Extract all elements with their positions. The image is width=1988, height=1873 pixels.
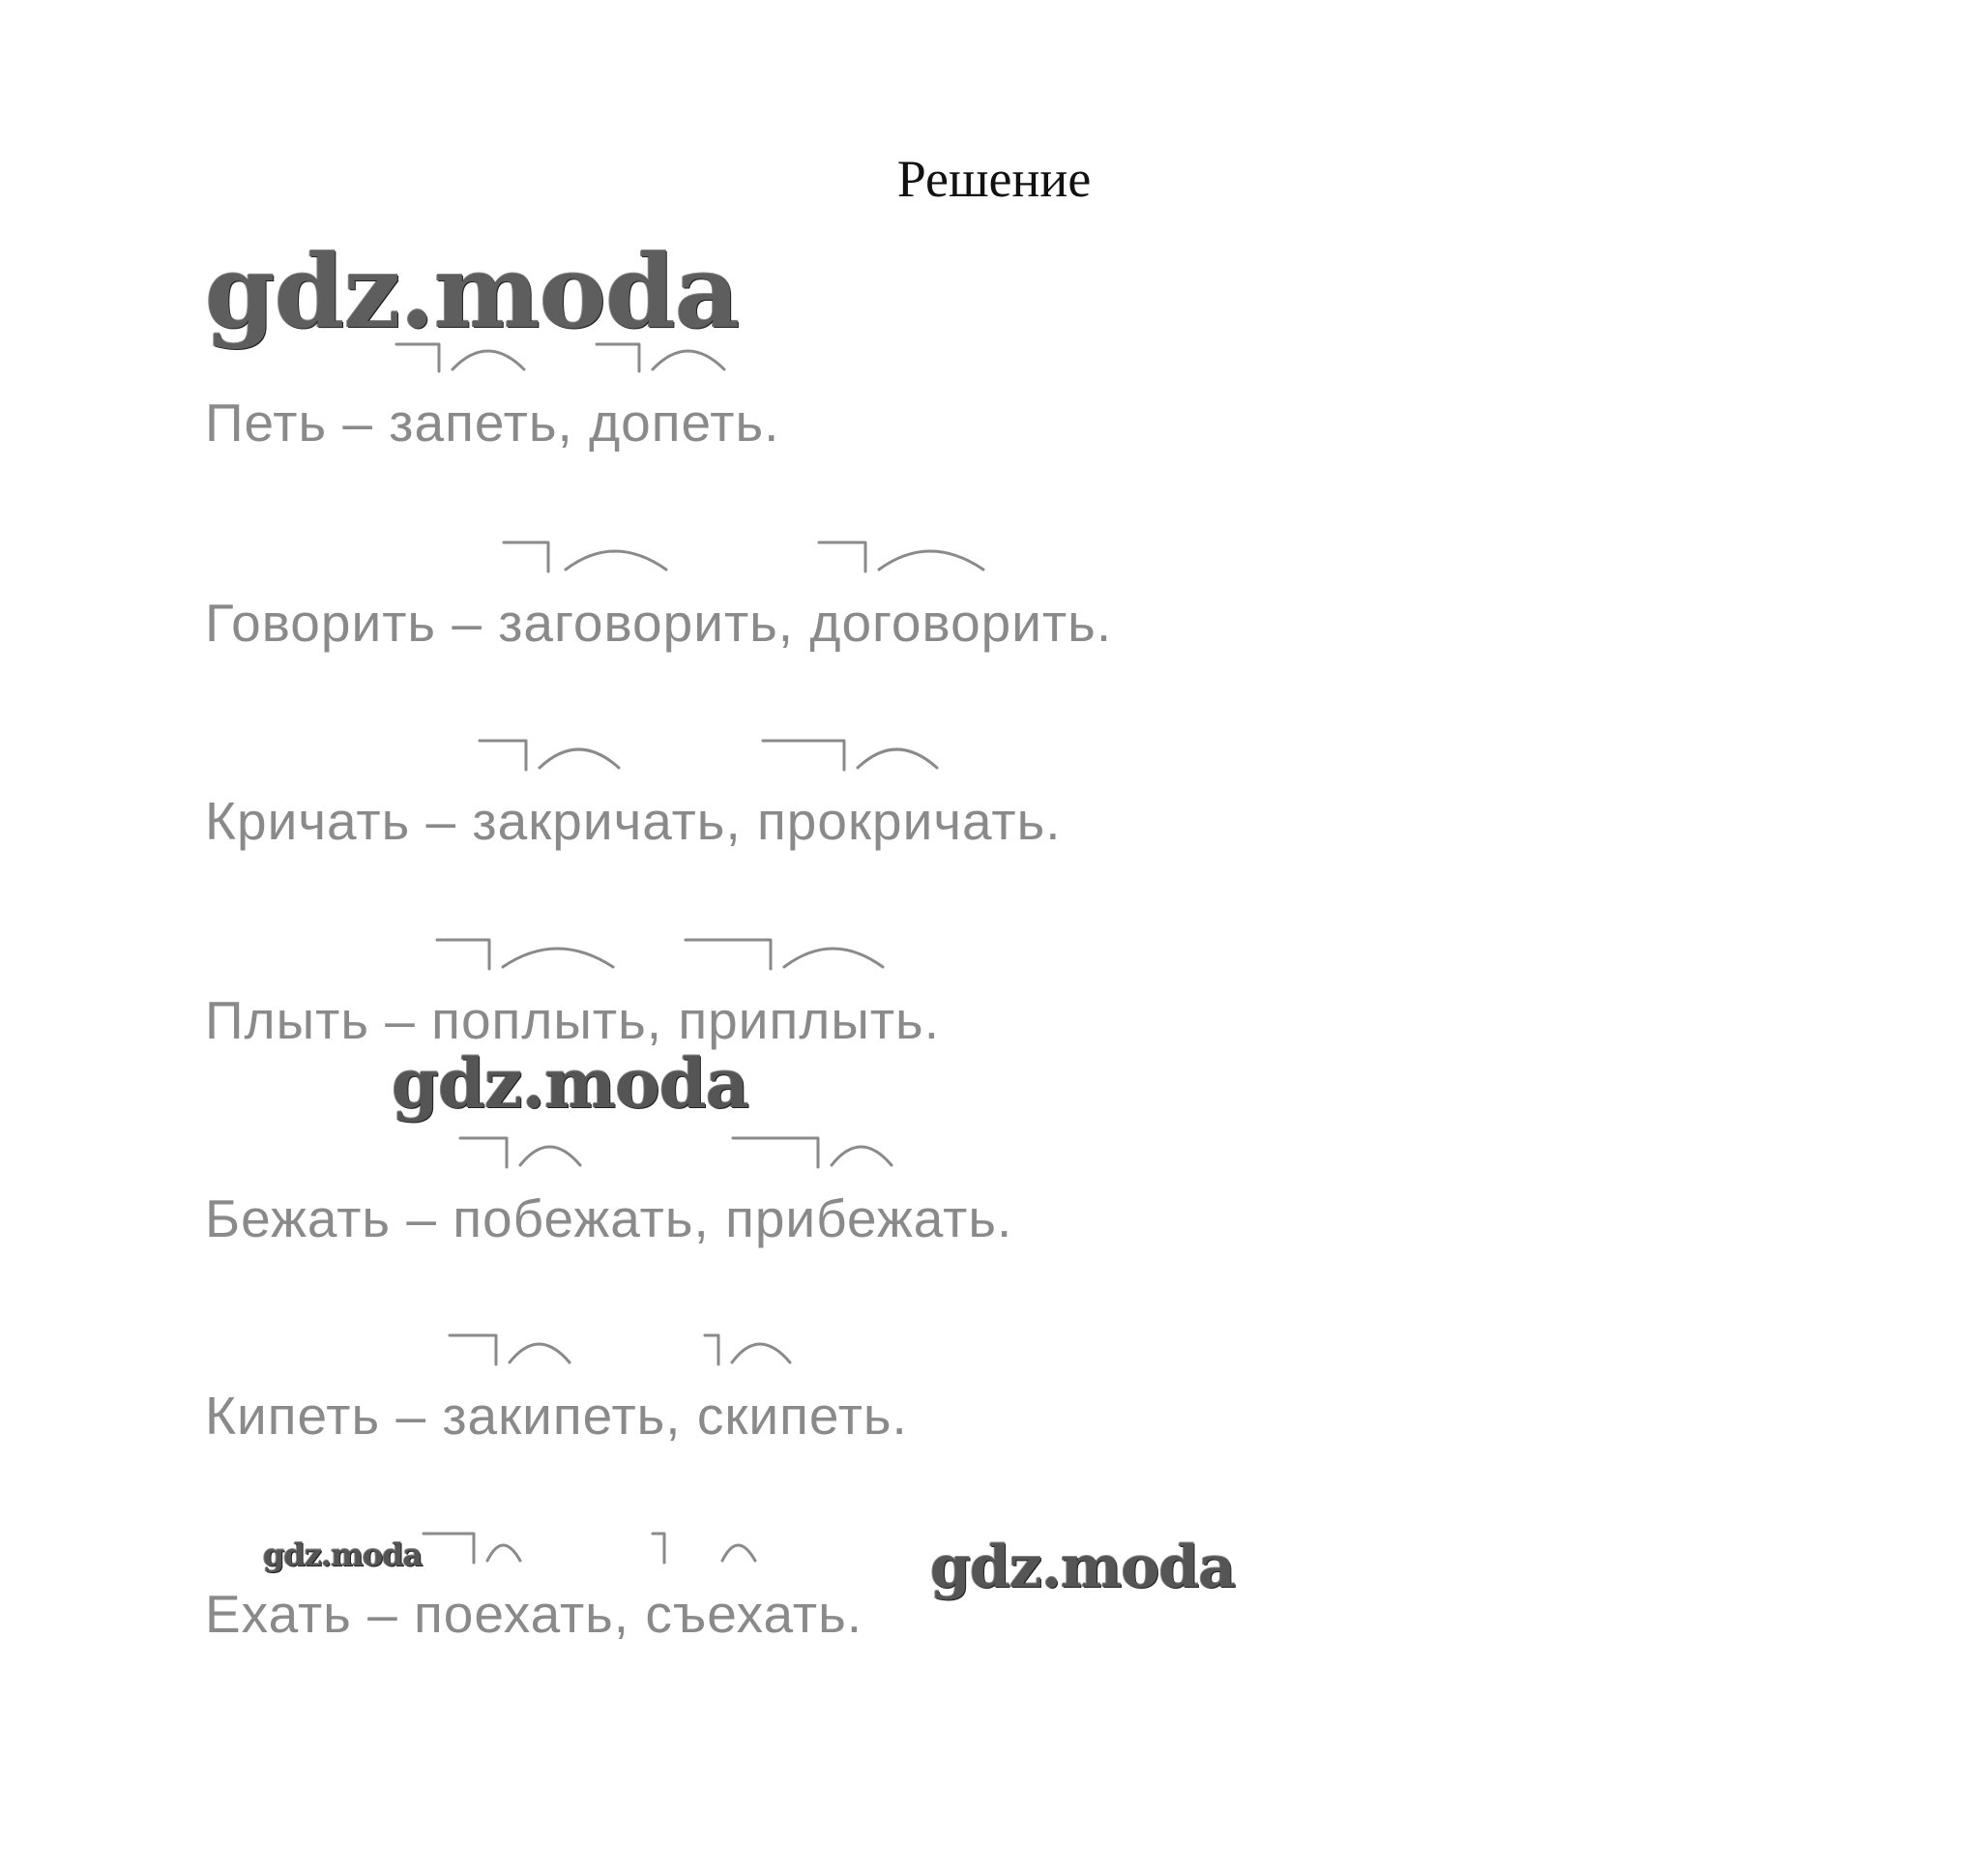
watermark-logo: gdz.moda [263,1536,423,1573]
base-word: Говорить [205,593,437,653]
morpheme-marks [498,533,749,581]
morpheme-marks [645,1524,896,1572]
base-word: Петь [205,393,328,453]
morpheme-marks [678,930,929,979]
dash: – [406,1188,437,1248]
morpheme-marks [472,731,723,779]
word-row [205,791,1062,851]
dash: – [342,393,374,453]
derived-word: съехать. [645,1588,862,1641]
dash: – [385,990,416,1050]
derived-word: допеть. [589,396,779,450]
derived-word: приплыть. [678,994,940,1047]
base-word: Кричать [205,791,411,851]
morpheme-marks [414,1524,665,1572]
derived-word: поплыть, [431,994,662,1047]
morpheme-marks [442,1326,693,1374]
morpheme-marks [453,1128,704,1177]
base-word: Плыть [205,990,369,1050]
watermark-logo: gdz.moda [392,1043,749,1124]
dash: – [395,1386,427,1446]
base-word: Ехать [205,1584,352,1644]
word-row [205,393,780,453]
morpheme-marks [809,533,1061,581]
derived-word: побежать, [453,1192,710,1245]
derived-word: закричать, [472,795,741,848]
word-row [205,1386,908,1446]
base-word: Кипеть [205,1386,381,1446]
derived-word: скипеть. [697,1390,908,1443]
watermark-logo: gdz.moda [930,1534,1236,1601]
derived-word: запеть, [389,396,572,450]
derived-word: прокричать. [757,795,1062,848]
dash: – [452,593,482,653]
dash: – [367,1584,398,1644]
derived-word: закипеть, [442,1390,681,1443]
derived-word: прибежать. [725,1192,1012,1245]
morpheme-marks [757,731,1047,779]
base-word: Бежать [205,1188,392,1248]
word-row [205,593,1113,653]
watermark-logo: gdz.moda [205,232,740,351]
dash: – [425,791,457,851]
morpheme-marks [431,930,683,979]
morpheme-marks [725,1128,977,1177]
derived-word: заговорить, [498,597,794,650]
page-title: Решение [896,150,1092,208]
derived-word: договорить. [809,597,1112,650]
word-row [205,990,940,1050]
word-row [205,1584,863,1644]
derived-word: поехать, [414,1588,629,1641]
morpheme-marks [697,1326,949,1374]
word-row [205,1188,1013,1248]
